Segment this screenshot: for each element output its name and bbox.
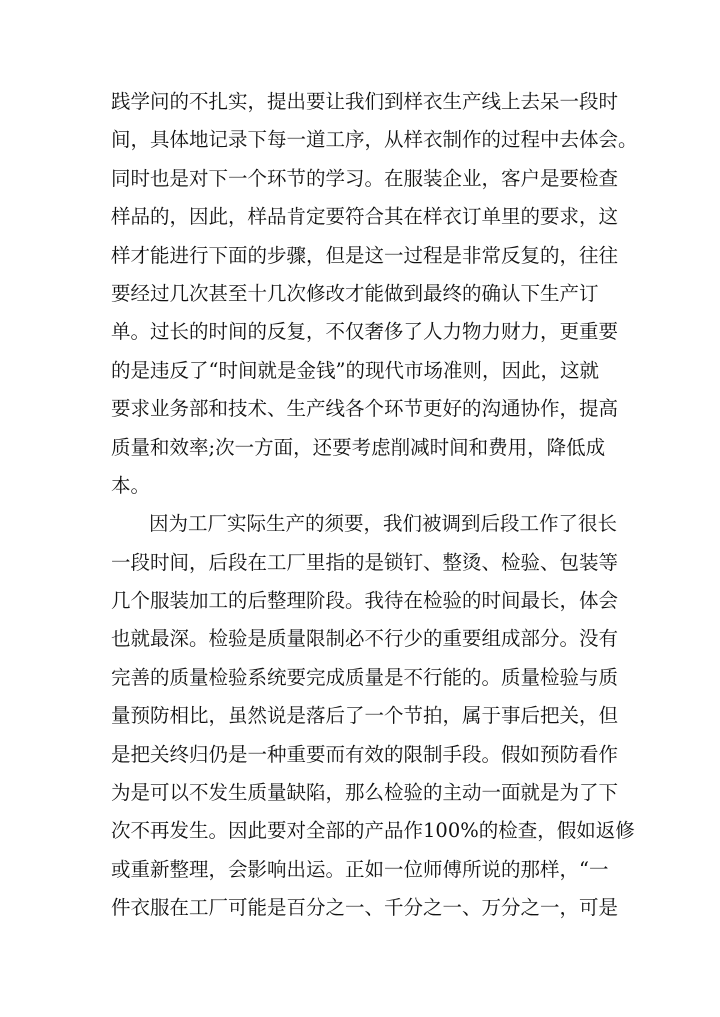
text-line: 件衣服在工厂可能是百分之一、千分之一、万分之一，可是 [111, 896, 619, 920]
text-line: 为是可以不发生质量缺陷，那么检验的主动一面就是为了下 [111, 781, 619, 805]
text-line: 要经过几次甚至十几次修改才能做到最终的确认下生产订 [111, 281, 599, 305]
text-line: 或重新整理，会影响出运。正如一位师傅所说的那样，“一 [111, 857, 609, 881]
text-line: 同时也是对下一个环节的学习。在服装企业，客户是要检查 [111, 166, 619, 190]
text-line: 的是违反了“时间就是金钱”的现代市场准则，因此，这就 [111, 358, 599, 382]
paragraph [111, 505, 635, 927]
text-line: 量预防相比，虽然说是落后了一个节拍，属于事后把关，但 [111, 704, 619, 728]
text-line: 因为工厂实际生产的须要，我们被调到后段工作了很长 [149, 512, 618, 536]
paragraph [111, 83, 638, 505]
text-line: 样才能进行下面的步骤，但是这一过程是非常反复的，往往 [111, 243, 619, 267]
text-line: 要求业务部和技术、生产线各个环节更好的沟通协作，提高 [111, 397, 619, 421]
text-line: 次不再发生。因此要对全部的产品作100%的检查，假如返修 [111, 819, 635, 843]
text-line: 质量和效率;次一方面，还要考虑削减时间和费用，降低成 [111, 435, 606, 459]
text-line: 一段时间，后段在工厂里指的是锁钉、整烫、检验、包装等 [111, 550, 619, 574]
text-line: 几个服装加工的后整理阶段。我待在检验的时间最长，体会 [111, 589, 619, 613]
text-line: 单。过长的时间的反复，不仅奢侈了人力物力财力，更重要 [111, 320, 619, 344]
text-line: 也就最深。检验是质量限制必不行少的重要组成部分。没有 [111, 627, 619, 651]
body-text [111, 83, 638, 928]
text-line: 间，具体地记录下每一道工序，从样衣制作的过程中去体会。 [111, 128, 638, 152]
text-line: 样品的，因此，样品肯定要符合其在样衣订单里的要求，这 [111, 205, 619, 229]
text-line: 本。 [111, 473, 151, 497]
text-line: 是把关终归仍是一种重要而有效的限制手段。假如预防看作 [111, 742, 619, 766]
text-line: 践学问的不扎实，提出要让我们到样衣生产线上去呆一段时 [111, 90, 619, 113]
text-line: 完善的质量检验系统要完成质量是不行能的。质量检验与质 [111, 665, 619, 689]
